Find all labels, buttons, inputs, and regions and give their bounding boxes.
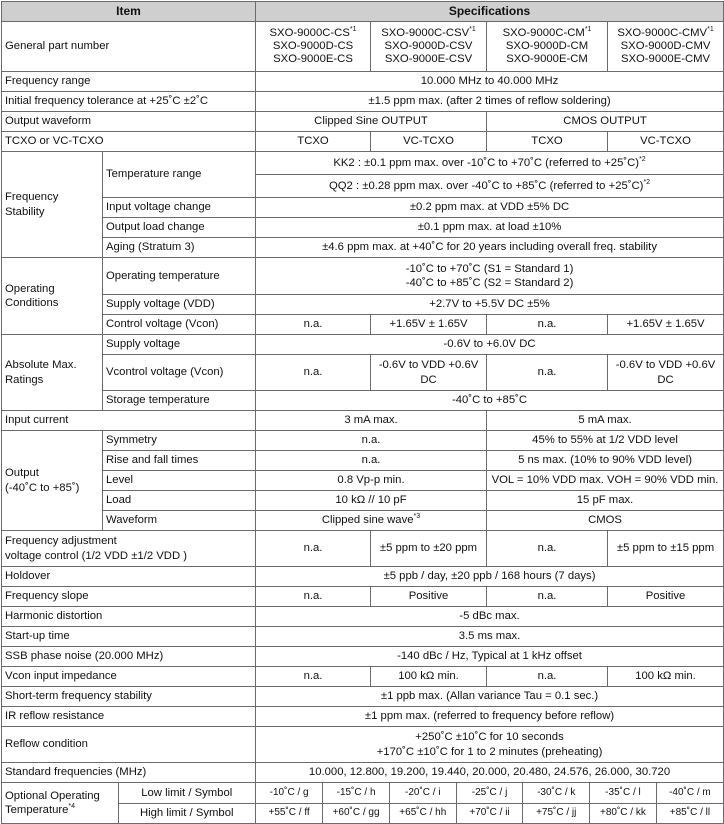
value-vcon-impedance-2: 100 kΩ min. [371,667,487,687]
value-ir-reflow: ±1 ppm max. (referred to frequency before reflow) [256,707,724,727]
value-vcontrol-1: n.a. [256,355,371,391]
row-tcxo-type [2,132,724,152]
row-vcontrol-voltage [2,355,724,391]
value-slope-1: n.a. [256,587,371,607]
value-rise-fall-clipped: n.a. [256,451,487,471]
value-vcon-impedance-4: 100 kΩ min. [608,667,724,687]
value-ssb: -140 dBc / Hz, Typical at 1 kHz offset [256,647,724,667]
label-vcon-impedance: Vcon input impedance [2,667,256,687]
value-slope-4: Positive [608,587,724,607]
row-vcon-impedance [2,667,724,687]
optional-low-row [256,783,723,803]
value-control-voltage-3: n.a. [487,315,608,335]
label-storage-temperature: Storage temperature [103,391,256,411]
value-kk2: KK2 : ±0.1 ppm max. over -10˚C to +70˚C (referred to +25˚C)$^{*2}$ [256,152,724,175]
row-standard-freq [2,763,724,783]
high-limit-hh: +65˚C / hh [389,803,456,823]
label-initial-tolerance: Initial frequency tolerance at +25˚C ±2˚C [2,92,256,112]
row-ssb [2,647,724,667]
value-level-clipped: 0.8 Vp-p min. [256,471,487,491]
row-holdover [2,567,724,587]
row-storage-temperature [2,391,724,411]
value-load-clipped: 10 kΩ // 10 pF [256,491,487,511]
value-supply-voltage: +2.7V to +5.5V DC ±5% [256,295,724,315]
row-abs-supply-voltage [2,335,724,355]
label-abs-supply-voltage: Supply voltage [103,335,256,355]
value-freq-adjust-2: ±5 ppm to ±20 ppm [371,531,487,567]
header-item: Item [2,2,256,22]
value-tcxo-3: TCXO [487,132,608,152]
value-freq-adjust-1: n.a. [256,531,371,567]
label-startup: Start-up time [2,627,256,647]
label-low-limit: Low limit / Symbol [118,783,255,803]
label-level: Level [103,471,256,491]
label-standard-freq: Standard frequencies (MHz) [2,763,256,783]
row-output-waveform [2,112,724,132]
low-limit-g: -10˚C / g [256,783,323,803]
value-symmetry-cmos: 45% to 55% at 1/2 VDD level [487,431,724,451]
value-vcon-impedance-3: n.a. [487,667,608,687]
label-symmetry: Symmetry [103,431,256,451]
value-vcontrol-4: -0.6V to VDD +0.6V DC [608,355,724,391]
row-level [2,471,724,491]
label-freq-adjust: Frequency adjustment voltage control (1/2 VDD ±1/2 VDD ) [2,531,256,567]
value-level-cmos: VOL = 10% VDD max. VOH = 90% VDD min. [487,471,724,491]
row-frequency-slope [2,587,724,607]
label-tcxo-type: TCXO or VC-TCXO [2,132,256,152]
label-harmonic: Harmonic distortion [2,607,256,627]
high-limit-kk: +80˚C / kk [590,803,657,823]
specifications-table [1,1,724,824]
row-ir-reflow [2,707,724,727]
row-control-voltage [2,315,724,335]
low-limit-l: -35˚C / l [590,783,657,803]
label-control-voltage: Control voltage (Vcon) [103,315,256,335]
row-rise-fall [2,451,724,471]
low-limit-k: -30˚C / k [523,783,590,803]
value-freq-adjust-4: ±5 ppm to ±15 ppm [608,531,724,567]
high-limit-ll: +85˚C / ll [656,803,723,823]
row-aging [2,238,724,258]
header-specifications: Specifications [256,2,724,22]
value-short-term: ±1 ppb max. (Allan variance Tau = 0.1 sec.) [256,687,724,707]
group-operating-conditions: Operating Conditions [2,258,103,335]
value-holdover: ±5 ppb / day, ±20 ppb / 168 hours (7 days) [256,567,724,587]
row-load [2,491,724,511]
value-slope-2: Positive [371,587,487,607]
label-supply-voltage: Supply voltage (VDD) [103,295,256,315]
value-startup: 3.5 ms max. [256,627,724,647]
value-freq-adjust-3: n.a. [487,531,608,567]
label-frequency-slope: Frequency slope [2,587,256,607]
value-tcxo-4: VC-TCXO [608,132,724,152]
label-output-load-change: Output load change [103,218,256,238]
value-control-voltage-1: n.a. [256,315,371,335]
cell-optional-temp [2,783,256,824]
row-freq-adjust [2,531,724,567]
group-absolute-max: Absolute Max. Ratings [2,335,103,411]
part-number-cs: SXO-9000C-CS$^{*1}$ SXO-9000D-CS SXO-9000E-CS [256,22,371,72]
value-reflow: +250˚C ±10˚C for 10 seconds +170˚C ±10˚C for 1 to 2 minutes (preheating) [256,727,724,763]
low-limit-m: -40˚C / m [656,783,723,803]
value-output-cmos: CMOS OUTPUT [487,112,724,132]
row-harmonic [2,607,724,627]
label-holdover: Holdover [2,567,256,587]
value-standard-freq: 10.000, 12.800, 19.200, 19.440, 20.000, 20.480, 24.576, 26.000, 30.720 [256,763,724,783]
value-operating-temperature: -10˚C to +70˚C (S1 = Standard 1) -40˚C to +85˚C (S2 = Standard 2) [256,258,724,295]
group-output: Output (-40˚C to +85˚) [2,431,103,531]
value-waveform-cmos: CMOS [487,511,724,531]
value-rise-fall-cmos: 5 ns max. (10% to 90% VDD level) [487,451,724,471]
row-initial-tolerance [2,92,724,112]
part-number-cmv: SXO-9000C-CMV$^{*1}$ SXO-9000D-CMV SXO-9000E-CMV [608,22,724,72]
value-waveform-clipped: Clipped sine wave$^{*3}$ [256,511,487,531]
label-optional-temp: Optional Operating Temperature$^{*4}$ [2,783,118,823]
row-short-term [2,687,724,707]
value-tcxo-2: VC-TCXO [371,132,487,152]
row-symmetry [2,431,724,451]
value-vcon-impedance-1: n.a. [256,667,371,687]
row-general-part-number [2,22,724,72]
value-control-voltage-2: +1.65V ± 1.65V [371,315,487,335]
label-ssb: SSB phase noise (20.000 MHz) [2,647,256,667]
optional-temp-values-table [256,783,723,823]
label-general-part-number: General part number [2,22,256,72]
row-reflow [2,727,724,763]
value-load-cmos: 15 pF max. [487,491,724,511]
label-short-term: Short-term frequency stability [2,687,256,707]
row-frequency-range [2,72,724,92]
low-limit-j: -25˚C / j [456,783,523,803]
row-input-voltage-change [2,198,724,218]
label-reflow: Reflow condition [2,727,256,763]
high-limit-ff: +55˚C / ff [256,803,323,823]
row-optional-temp-low [2,783,724,804]
value-abs-supply-voltage: -0.6V to +6.0V DC [256,335,724,355]
value-vcontrol-3: n.a. [487,355,608,391]
label-vcontrol-voltage: Vcontrol voltage (Vcon) [103,355,256,391]
low-limit-h: -15˚C / h [323,783,390,803]
table-header-row [2,2,724,22]
label-rise-fall: Rise and fall times [103,451,256,471]
value-initial-tolerance: ±1.5 ppm max. (after 2 times of reflow soldering) [256,92,724,112]
value-storage-temperature: -40˚C to +85˚C [256,391,724,411]
cell-optional-temp-values [256,783,724,824]
value-harmonic: -5 dBc max. [256,607,724,627]
part-number-csv: SXO-9000C-CSV$^{*1}$ SXO-9000D-CSV SXO-9000E-CSV [371,22,487,72]
value-vcontrol-2: -0.6V to VDD +0.6V DC [371,355,487,391]
group-frequency-stability: Frequency Stability [2,152,103,258]
label-aging: Aging (Stratum 3) [103,238,256,258]
part-number-cm: SXO-9000C-CM$^{*1}$ SXO-9000D-CM SXO-9000E-CM [487,22,608,72]
row-input-current [2,411,724,431]
row-temperature-range-kk2 [2,152,724,175]
value-input-current-cmos: 5 mA max. [487,411,724,431]
value-symmetry-clipped: n.a. [256,431,487,451]
row-startup [2,627,724,647]
value-control-voltage-4: +1.65V ± 1.65V [608,315,724,335]
label-high-limit: High limit / Symbol [139,807,234,820]
label-load: Load [103,491,256,511]
row-operating-temperature [2,258,724,295]
value-aging: ±4.6 ppm max. at +40˚C for 20 years including overall freq. stability [256,238,724,258]
value-output-clipped: Clipped Sine OUTPUT [256,112,487,132]
low-limit-i: -20˚C / i [389,783,456,803]
label-input-voltage-change: Input voltage change [103,198,256,218]
optional-high-row [256,803,723,823]
high-limit-ii: +70˚C / ii [456,803,523,823]
label-operating-temperature: Operating temperature [103,258,256,295]
row-output-load-change [2,218,724,238]
label-output-waveform: Output waveform [2,112,256,132]
row-waveform [2,511,724,531]
value-output-load-change: ±0.1 ppm max. at load ±10% [256,218,724,238]
value-tcxo-1: TCXO [256,132,371,152]
label-temperature-range: Temperature range [103,152,256,198]
value-qq2: QQ2 : ±0.28 ppm max. over -40˚C to +85˚C (referred to +25˚C)$^{*2}$ [256,175,724,198]
value-input-current-clipped: 3 mA max. [256,411,487,431]
high-limit-gg: +60˚C / gg [323,803,390,823]
optional-temp-subtable [2,783,255,823]
value-input-voltage-change: ±0.2 ppm max. at VDD ±5% DC [256,198,724,218]
high-limit-jj: +75˚C / jj [523,803,590,823]
row-supply-voltage [2,295,724,315]
value-slope-3: n.a. [487,587,608,607]
label-waveform: Waveform [103,511,256,531]
label-input-current: Input current [2,411,256,431]
label-ir-reflow: IR reflow resistance [2,707,256,727]
label-frequency-range: Frequency range [2,72,256,92]
value-frequency-range: 10.000 MHz to 40.000 MHz [256,72,724,92]
